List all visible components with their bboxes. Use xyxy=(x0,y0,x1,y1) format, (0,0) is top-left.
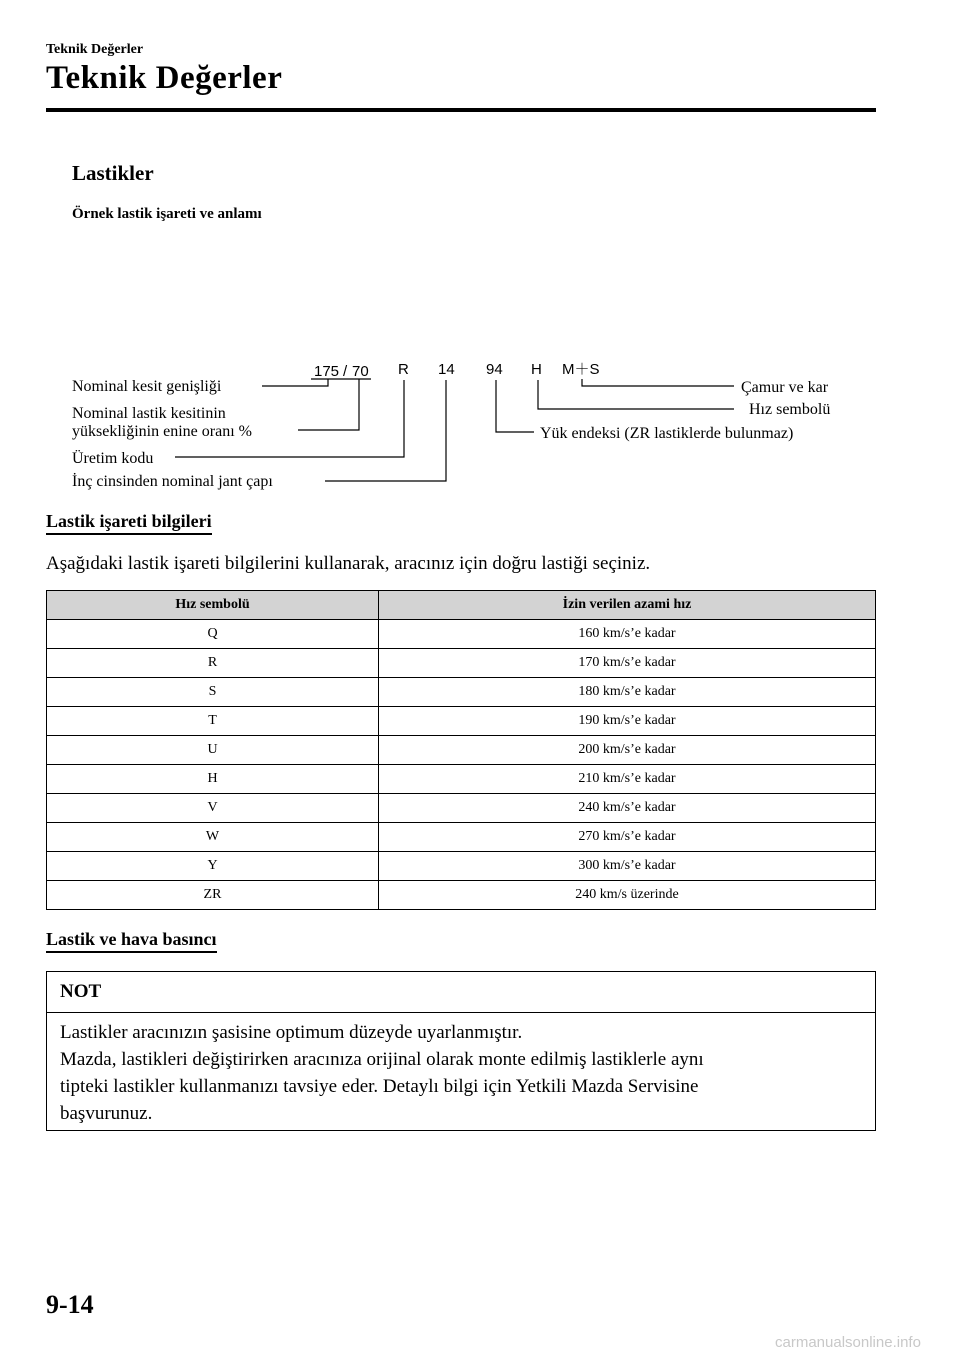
pressure-heading: Lastik ve hava basıncı xyxy=(46,929,217,953)
speed-symbol-table xyxy=(46,590,876,910)
section-title: Lastikler xyxy=(72,161,154,185)
table-cell: U xyxy=(47,736,379,765)
table-cell: H xyxy=(47,765,379,794)
label-speed: Hız sembolü xyxy=(749,401,831,418)
running-header: Teknik Değerler xyxy=(46,42,144,57)
table-cell: 180 km/s’e kadar xyxy=(379,678,876,707)
table-cell: S xyxy=(47,678,379,707)
table-row xyxy=(47,852,876,881)
table-row xyxy=(47,765,876,794)
tire-marking-diagram xyxy=(0,0,960,500)
table-cell: Y xyxy=(47,852,379,881)
label-ratio-line1: Nominal lastik kesitinin xyxy=(72,405,226,422)
code-speed: H xyxy=(531,361,542,378)
table-header-row xyxy=(47,591,876,620)
label-rim: İnç cinsinden nominal jant çapı xyxy=(72,473,273,490)
code-construction: R xyxy=(398,361,409,378)
leader-load xyxy=(496,380,534,432)
table-cell: 240 km/s üzerinde xyxy=(379,881,876,910)
chapter-title: Teknik Değerler xyxy=(46,60,283,96)
table-cell: 210 km/s’e kadar xyxy=(379,765,876,794)
table-cell: 200 km/s’e kadar xyxy=(379,736,876,765)
table-row xyxy=(47,823,876,852)
note-line: başvurunuz. xyxy=(60,1103,153,1124)
table-row xyxy=(47,881,876,910)
table-header-cell: Hız sembolü xyxy=(47,591,379,620)
leader-ms xyxy=(582,379,734,386)
table-cell: T xyxy=(47,707,379,736)
table-cell: 240 km/s’e kadar xyxy=(379,794,876,823)
table-cell: R xyxy=(47,649,379,678)
tire-info-heading: Lastik işareti bilgileri xyxy=(46,511,212,535)
label-construction: Üretim kodu xyxy=(72,450,154,467)
table-row xyxy=(47,649,876,678)
table-row xyxy=(47,620,876,649)
label-ratio-line2: yüksekliğinin enine oranı % xyxy=(72,423,252,440)
table-cell: 300 km/s’e kadar xyxy=(379,852,876,881)
note-line: Lastikler aracınızın şasisine optimum düzeyde uyarlanmıştır. xyxy=(60,1022,523,1043)
code-width: 175 xyxy=(314,363,340,380)
table-row xyxy=(47,678,876,707)
tire-info-intro: Aşağıdaki lastik işareti bilgilerini kullanarak, aracınız için doğru lastiği seçiniz. xyxy=(46,553,651,574)
table-header-cell: İzin verilen azami hız xyxy=(379,591,876,620)
table-cell: W xyxy=(47,823,379,852)
label-ms: Çamur ve kar xyxy=(741,379,829,396)
label-load: Yük endeksi (ZR lastiklerde bulunmaz) xyxy=(540,425,794,442)
diagram-caption: Örnek lastik işareti ve anlamı xyxy=(72,206,262,222)
table-cell: 270 km/s’e kadar xyxy=(379,823,876,852)
leader-speed xyxy=(538,380,734,409)
code-load: 94 xyxy=(486,361,503,378)
leader-ratio xyxy=(298,379,359,430)
code-ms: M＋S xyxy=(562,361,600,378)
table-cell: 170 km/s’e kadar xyxy=(379,649,876,678)
code-rim: 14 xyxy=(438,361,455,378)
table-cell: 190 km/s’e kadar xyxy=(379,707,876,736)
note-box xyxy=(46,971,876,1131)
watermark: carmanualsonline.info xyxy=(775,1334,921,1351)
note-title: NOT xyxy=(47,972,875,1013)
table-row xyxy=(47,736,876,765)
table-cell: ZR xyxy=(47,881,379,910)
table-cell: 160 km/s’e kadar xyxy=(379,620,876,649)
code-slash: / xyxy=(343,363,348,380)
label-width: Nominal kesit genişliği xyxy=(72,378,222,395)
page-number: 9-14 xyxy=(46,1290,94,1319)
table-row xyxy=(47,707,876,736)
note-line: tipteki lastikler kullanmanızı tavsiye eder. Detaylı bilgi için Yetkili Mazda Servisine xyxy=(60,1076,699,1097)
note-body xyxy=(47,1013,875,1127)
code-ratio: 70 xyxy=(352,363,369,380)
table-cell: V xyxy=(47,794,379,823)
leader-width xyxy=(262,379,328,386)
table-row xyxy=(47,794,876,823)
table-cell: Q xyxy=(47,620,379,649)
note-line: Mazda, lastikleri değiştirirken aracınıza orijinal olarak monte edilmiş lastiklerle aynı xyxy=(60,1049,704,1070)
